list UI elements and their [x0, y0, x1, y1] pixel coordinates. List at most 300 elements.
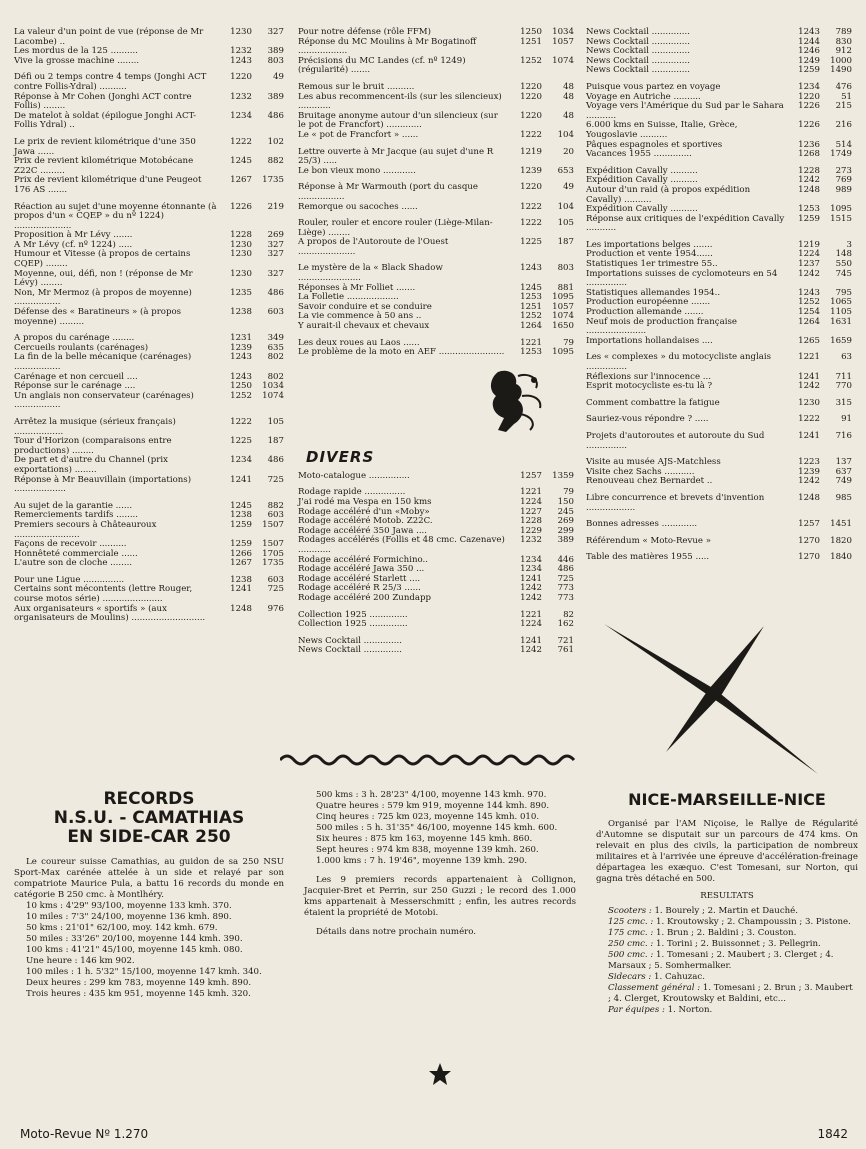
record-line: 100 kms : 41'21" 45/100, moyenne 145 kmh. 080.	[26, 945, 243, 955]
entry-title: Production européenne .......	[586, 297, 711, 308]
page-ref: 802	[267, 352, 284, 363]
entry-title: Production et vente 1954......	[586, 249, 713, 260]
page-ref: 187	[557, 237, 574, 248]
page-ref: 1095	[552, 347, 574, 358]
entry-title: Au sujet de la garantie ......	[14, 500, 133, 511]
issue-number: 1220	[520, 110, 542, 121]
index-entry	[14, 456, 284, 475]
page-ref: 745	[835, 268, 852, 279]
result-line	[596, 950, 858, 972]
entry-title: Remerciements tardifs ........	[14, 510, 139, 521]
page-ref: 1074	[552, 55, 574, 66]
entry-title: Réponse à Mr Beauvillain (importations) ...................	[14, 474, 192, 495]
page-ref: 63	[841, 352, 852, 363]
record-line: 10 kms : 4'29" 93/100, moyenne 133 kmh. 370.	[26, 901, 232, 911]
page-ref: 725	[267, 474, 284, 485]
page-ref: 105	[557, 218, 574, 229]
page-ref: 1074	[262, 390, 284, 401]
page-ref: 48	[563, 81, 574, 92]
result-category: 175 cmc. :	[608, 928, 654, 938]
entry-title: Prix de revient kilométrique d'une Peugeot 176 AS .......	[14, 175, 202, 195]
page-ref: 79	[563, 487, 574, 498]
result-category: 500 cmc. :	[608, 950, 654, 960]
entry-title: Collection 1925 ..............	[298, 609, 408, 620]
page-ref: 327	[267, 27, 284, 37]
entry-title: News Cocktail ..............	[586, 36, 690, 47]
issue-number: 1239	[520, 165, 542, 176]
motorcyclist-logo-icon	[478, 366, 558, 436]
index-entry	[14, 176, 284, 195]
record-line: 1.000 kms : 7 h. 19'46", moyenne 139 kmh. 290.	[316, 856, 528, 866]
entry-title: Expédition Cavally ..........	[586, 165, 698, 176]
entry-title: Le bon vieux mono ............	[298, 165, 416, 176]
issue-number: 1224	[520, 497, 542, 507]
entry-title: Esprit motocycliste es-tu là ?	[586, 381, 713, 392]
page-ref: 79	[563, 337, 574, 348]
issue-number: 1239	[230, 342, 252, 353]
page-ref: 299	[557, 525, 574, 536]
index-entry	[586, 337, 852, 347]
page-ref: 882	[267, 156, 284, 167]
issue-number: 1223	[798, 457, 820, 468]
page-ref: 550	[835, 259, 852, 270]
entry-title: Importations hollandaises ....	[586, 335, 713, 346]
wave-divider	[280, 752, 580, 768]
issue-number: 1251	[520, 301, 542, 312]
entry-title: Non, Mr Mermoz (à propos de moyenne) .................	[14, 287, 192, 308]
page-ref: 725	[557, 573, 574, 584]
cross-ornament-icon	[604, 620, 824, 780]
page-ref: 486	[557, 564, 574, 575]
entry-title: Défi ou 2 temps contre 4 temps (Jonghi ACT contre Follis-Ydral) ..........	[14, 72, 207, 92]
records-intro: Le coureur suisse Camathias, au guidon de sa 250 NSU Sport-Max carénée attelée à un side et relayé par son compatriote Maurice Pula, a battu 16 records du monde en catégorie B 250 cmc. à Montlhéry.	[14, 857, 284, 900]
entry-title: Voyage vers l'Amérique du Sud par le Sahara ...........	[586, 101, 784, 121]
entry-title: Humour et Vitesse (à propos de certains CQEP) ........	[14, 249, 191, 270]
issue-number: 1232	[520, 535, 542, 546]
page-ref: 1057	[552, 301, 574, 312]
page-ref: 215	[835, 101, 852, 112]
result-text: 1. Norton.	[667, 1005, 713, 1015]
issue-number: 1259	[230, 519, 252, 530]
page-ref: 269	[267, 230, 284, 241]
entry-title: News Cocktail ..............	[298, 635, 402, 646]
magazine-footer: Moto-Revue Nº 1.270	[20, 1127, 149, 1141]
page-ref: 716	[835, 430, 852, 441]
page-ref: 148	[835, 249, 852, 260]
nice-intro: Organisé par l'AM Niçoise, le Rallye de Régularité d'Automne se disputait sur un parcours de 474 kms. On relevait en plus des civils, la participation de nombreux militaires et à l'arrivée une épreuve d'accélération-freinage départagea les exæquo. C'est Tomesani, sur Norton, qui gagna très détaché en 500.	[596, 819, 858, 884]
page-ref: 104	[557, 129, 574, 140]
index-entry	[586, 353, 852, 372]
entry-title: Libre concurrence et brevets d'invention ..................	[586, 492, 765, 513]
issue-number: 1250	[230, 381, 252, 392]
records-details: Détails dans notre prochain numéro.	[316, 927, 477, 937]
record-line: 10 miles : 7'3" 24/100, moyenne 136 kmh. 890.	[26, 912, 232, 922]
issue-number: 1265	[798, 335, 820, 346]
index-entry	[14, 308, 284, 327]
records-headline: RECORDS N.S.U. - CAMATHIAS EN SIDE-CAR 250	[53, 789, 245, 847]
result-text: 1. Torini ; 2. Buissonnet ; 3. Pellegrin.	[656, 939, 821, 949]
page-ref: 20	[563, 146, 574, 157]
page-ref: 603	[267, 510, 284, 521]
result-category: Scooters :	[608, 906, 652, 916]
issue-number: 1241	[520, 635, 542, 646]
page-ref: 51	[841, 91, 852, 102]
page-ref: 773	[557, 583, 574, 594]
index-entry	[14, 521, 284, 540]
issue-number: 1228	[798, 165, 820, 176]
page-ref: 635	[267, 342, 284, 353]
entry-title: Réponses à Mr Folliet .......	[298, 282, 416, 293]
index-entry	[586, 66, 852, 76]
issue-number: 1241	[230, 474, 252, 485]
entry-title: Renouveau chez Bernardet ..	[586, 476, 713, 487]
record-line: Une heure : 146 km 902.	[26, 956, 135, 966]
index-entry	[586, 382, 852, 392]
star-ornament-icon	[428, 1062, 452, 1086]
page-ref: 721	[557, 635, 574, 646]
page-ref: 1105	[830, 307, 852, 318]
nice-headline: NICE-MARSEILLE-NICE	[628, 790, 826, 809]
index-entry	[14, 585, 284, 604]
page-ref: 137	[835, 457, 852, 468]
issue-number: 1219	[520, 146, 542, 157]
page-ref: 162	[557, 619, 574, 630]
page-ref: 1631	[830, 316, 852, 327]
issue-number: 1242	[520, 583, 542, 594]
page-ref: 219	[267, 201, 284, 212]
entry-title: Réponse à Mr Cohen (Jonghi ACT contre Follis) ........	[14, 91, 192, 112]
page-ref: 245	[557, 506, 574, 517]
entry-title: Rodage accéléré Starlett ....	[298, 573, 421, 584]
issue-number: 1221	[520, 337, 542, 348]
result-line	[596, 972, 858, 983]
result-line	[596, 983, 858, 1005]
issue-number: 1234	[520, 554, 542, 565]
issue-number: 1243	[798, 287, 820, 298]
issue-number: 1230	[230, 239, 252, 250]
issue-number: 1221	[520, 609, 542, 620]
entry-title: Rodage accéléré Formichino..	[298, 554, 428, 565]
entry-title: La Folletie ...................	[298, 292, 399, 303]
records-list-a	[14, 901, 284, 1000]
index-entry	[298, 38, 574, 57]
page-ref: 769	[835, 175, 852, 186]
entry-title: A Mr Lévy (cf. nº 1224) .....	[14, 239, 133, 250]
page-ref: 315	[835, 397, 852, 408]
result-text: 1. Tomesani ; 2. Maubert ; 3. Clerget ; 4. Marsaux ; 5. Somhermalker.	[608, 950, 834, 971]
issue-number: 1243	[520, 263, 542, 274]
index-entry	[14, 270, 284, 289]
page-ref: 187	[267, 436, 284, 447]
result-line	[596, 939, 858, 950]
index-entry	[14, 93, 284, 112]
issue-number: 1267	[230, 558, 252, 569]
page-ref: 603	[267, 307, 284, 318]
issue-number: 1244	[798, 36, 820, 47]
issue-number: 1241	[798, 371, 820, 382]
entry-title: Certains sont mécontents (lettre Rouger, course motos série) ......................	[14, 584, 193, 605]
index-entry	[298, 131, 574, 141]
index-entry	[298, 646, 574, 656]
index-entry	[298, 348, 574, 358]
issue-number: 1267	[230, 175, 252, 186]
page-ref: 105	[267, 416, 284, 427]
page-ref: 1507	[262, 519, 284, 530]
issue-number: 1220	[520, 182, 542, 193]
page-ref: 803	[267, 55, 284, 66]
entry-title: Rodages accélérés (Follis et 48 cmc. Cazenave) ............	[298, 535, 505, 555]
issue-number: 1268	[798, 149, 820, 160]
result-text: 1. Tomesani ; 2. Brun ; 3. Maubert ; 4. Clerget, Kroutowsky et Baldini, etc...	[608, 983, 853, 1004]
entry-title: Le problème de la moto en AEF ........................	[298, 347, 505, 358]
result-category: Classement général :	[608, 983, 701, 993]
issue-number: 1234	[520, 564, 542, 575]
page-ref: 1705	[262, 548, 284, 559]
entry-title: A propos du carénage ........	[14, 333, 135, 344]
page-ref: 1515	[830, 213, 852, 224]
page-ref: 349	[267, 333, 284, 344]
entry-title: Cercueils roulants (carénages)	[14, 342, 149, 353]
entry-title: Les abus recommencent-ils (sur les silencieux) ............	[298, 91, 502, 112]
page-ref: 91	[841, 414, 852, 425]
issue-number: 1222	[230, 136, 252, 147]
page-number: 1842	[817, 1127, 848, 1141]
result-text: 1. Kroutowsky ; 2. Champoussin ; 3. Pistone.	[656, 917, 851, 927]
page-ref: 3	[846, 239, 852, 250]
page-ref: 882	[267, 500, 284, 511]
issue-number: 1228	[520, 516, 542, 527]
page-ref: 389	[267, 46, 284, 57]
entry-title: De part et d'autre du Channel (prix exportations) ........	[14, 455, 168, 475]
entry-title: Sauriez-vous répondre ? .....	[586, 414, 709, 425]
page-ref: 1074	[552, 311, 574, 322]
issue-number: 1226	[230, 201, 252, 212]
page-ref: 711	[835, 371, 852, 382]
entry-title: L'autre son de cloche ........	[14, 558, 133, 569]
index-entry	[298, 264, 574, 283]
index-entry	[14, 418, 284, 437]
index-entry	[586, 270, 852, 289]
page-ref: 795	[835, 287, 852, 298]
results-heading: RESULTATS	[700, 891, 754, 901]
issue-number: 1222	[798, 414, 820, 425]
page-ref: 912	[835, 46, 852, 57]
entry-title: Statistiques allemandes 1954..	[586, 287, 721, 298]
issue-number: 1252	[520, 55, 542, 66]
entry-title: News Cocktail ..............	[586, 27, 690, 37]
issue-number: 1222	[520, 129, 542, 140]
page-ref: 637	[835, 466, 852, 477]
page-ref: 486	[267, 455, 284, 466]
index-entry	[586, 520, 852, 530]
page-ref: 102	[267, 136, 284, 147]
issue-number: 1243	[230, 55, 252, 66]
issue-number: 1222	[520, 201, 542, 212]
entry-title: Honnêteté commerciale ......	[14, 548, 138, 559]
entry-title: Rodage accéléré d'un «Moby»	[298, 506, 430, 517]
page-ref: 1820	[830, 535, 852, 546]
issue-number: 1250	[520, 27, 542, 37]
issue-number: 1220	[520, 91, 542, 102]
issue-number: 1224	[520, 619, 542, 630]
entry-title: Table des matières 1955 .....	[586, 552, 710, 563]
page-ref: 1659	[830, 335, 852, 346]
issue-number: 1241	[798, 430, 820, 441]
entry-title: Carénage et non cercueil ....	[14, 371, 138, 382]
issue-number: 1241	[230, 584, 252, 595]
entry-title: Un anglais non conservateur (carénages) .................	[14, 390, 194, 411]
index-entry	[14, 57, 284, 67]
index-entry	[14, 138, 284, 157]
index-entry	[586, 186, 852, 205]
index-entry	[586, 215, 852, 234]
issue-number: 1253	[798, 204, 820, 215]
entry-title: La vie commence à 50 ans ..	[298, 311, 422, 322]
results-list	[596, 906, 858, 1016]
index-entry	[298, 167, 574, 177]
issue-number: 1225	[520, 237, 542, 248]
entry-title: Les « complexes » du motocycliste anglais ...............	[586, 352, 772, 372]
index-entry	[586, 477, 852, 487]
entry-title: Réflexions sur l'innocence ...	[586, 371, 711, 382]
issue-number: 1243	[230, 371, 252, 382]
index-list-2a	[298, 28, 574, 358]
entry-title: News Cocktail ..............	[586, 65, 690, 76]
issue-number: 1264	[798, 316, 820, 327]
entry-title: Défense des « Baratineurs » (à propos moyenne) .........	[14, 307, 182, 327]
page-ref: 1065	[830, 297, 852, 308]
entry-title: Visite au musée AJS-Matchless	[586, 457, 721, 468]
issue-number: 1230	[230, 268, 252, 279]
result-line	[596, 906, 858, 917]
page-ref: 1490	[830, 65, 852, 76]
entry-title: Référendum « Moto-Revue »	[586, 535, 711, 546]
page-ref: 327	[267, 268, 284, 279]
index-entry	[14, 28, 284, 47]
issue-number: 1242	[798, 175, 820, 186]
page-ref: 216	[835, 120, 852, 131]
page-ref: 1034	[552, 27, 574, 37]
issue-number: 1228	[230, 230, 252, 241]
record-line: Quatre heures : 579 km 919, moyenne 144 kmh. 890.	[316, 801, 550, 811]
index-entry	[14, 605, 284, 624]
issue-number: 1257	[520, 470, 542, 481]
record-line: 100 miles : 1 h. 5'32" 15/100, moyenne 147 kmh. 340.	[26, 967, 262, 977]
entry-title: Remous sur le bruit ..........	[298, 81, 415, 92]
index-column-1	[14, 28, 284, 624]
page-ref: 1749	[830, 149, 852, 160]
page-ref: 789	[835, 27, 852, 37]
entry-title: Vacances 1955 ..............	[586, 149, 692, 160]
entry-title: De matelot à soldat (épilogue Jonghi ACT-Follis Ydral) ..	[14, 110, 197, 131]
index-entry	[298, 112, 574, 131]
entry-title: Rodage accéléré 200 Zundapp	[298, 592, 431, 603]
index-entry	[14, 157, 284, 176]
page-ref: 486	[267, 287, 284, 298]
issue-number: 1232	[230, 91, 252, 102]
index-column-3	[586, 28, 852, 563]
issue-number: 1229	[520, 525, 542, 536]
issue-number: 1221	[798, 352, 820, 363]
entry-title: Savoir conduire et se conduire	[298, 301, 432, 312]
page-ref: 881	[557, 282, 574, 293]
index-entry	[14, 73, 284, 92]
result-line	[596, 1005, 858, 1016]
entry-title: Façons de recevoir ..........	[14, 539, 127, 550]
page-ref: 803	[557, 263, 574, 274]
page-ref: 476	[835, 81, 852, 92]
entry-title: Tour d'Horizon (comparaisons entre productions) ........	[14, 436, 172, 456]
page-ref: 273	[835, 165, 852, 176]
page-ref: 104	[557, 201, 574, 212]
issue-number: 1224	[798, 249, 820, 260]
page-ref: 749	[835, 476, 852, 487]
entry-title: Remorque ou sacoches ......	[298, 201, 418, 212]
record-line: Six heures : 875 km 163, moyenne 145 kmh. 860.	[316, 834, 533, 844]
issue-number: 1220	[230, 72, 252, 83]
entry-title: News Cocktail ..............	[586, 55, 690, 66]
page-ref: 1735	[262, 558, 284, 569]
page-ref: 989	[835, 184, 852, 195]
entry-title: News Cocktail ..............	[298, 645, 402, 656]
entry-title: Production allemande .......	[586, 307, 704, 318]
page-ref: 269	[557, 516, 574, 527]
index-entry	[298, 322, 574, 332]
entry-title: Réaction au sujet d'une moyenne étonnante (à propos d'un « CQEP » du nº 1224) .....................	[14, 201, 217, 231]
index-entry	[14, 392, 284, 411]
page-ref: 1057	[552, 36, 574, 47]
records-continued	[304, 790, 576, 938]
issue-number: 1249	[798, 55, 820, 66]
record-line: 500 kms : 3 h. 28'23" 4/100, moyenne 143 kmh. 970.	[316, 790, 547, 800]
issue-number: 1226	[798, 101, 820, 112]
entry-title: Le mystère de la « Black Shadow .......................	[298, 263, 443, 284]
result-line	[596, 928, 858, 939]
page-ref: 446	[557, 554, 574, 565]
issue-number: 1241	[520, 573, 542, 584]
issue-number: 1234	[798, 81, 820, 92]
page-ref: 486	[267, 110, 284, 121]
issue-number: 1235	[230, 287, 252, 298]
entry-title: J'ai rodé ma Vespa en 150 kms	[298, 497, 432, 507]
entry-title: Premiers secours à Châteauroux ........................	[14, 519, 157, 540]
entry-title: La fin de la belle mécanique (carénages) .................	[14, 352, 192, 372]
page-ref: 82	[563, 609, 574, 620]
entry-title: Bruitage anonyme autour d'un silencieux (sur le pot de Francfort) .............	[298, 110, 498, 131]
divers-heading: DIVERS	[306, 447, 375, 466]
issue-number: 1242	[798, 268, 820, 279]
index-list-2b	[298, 472, 574, 656]
index-entry	[298, 219, 574, 238]
page-ref: 1095	[552, 292, 574, 303]
issue-number: 1259	[230, 539, 252, 550]
index-entry	[14, 476, 284, 495]
issue-number: 1259	[798, 65, 820, 76]
entry-title: Les mordus de la 125 ..........	[14, 46, 138, 57]
issue-number: 1245	[230, 500, 252, 511]
entry-title: Expédition Cavally ..........	[586, 204, 698, 215]
issue-number: 1231	[230, 333, 252, 344]
index-entry	[298, 57, 574, 76]
entry-title: Précisions du MC Landes (cf. nº 1249) (régularité) .......	[298, 55, 466, 76]
index-entry	[586, 432, 852, 451]
index-entry	[586, 150, 852, 160]
entry-title: Rodage rapide ...............	[298, 487, 406, 498]
entry-title: Le « pot de Francfort » ......	[298, 129, 419, 140]
result-category: Par équipes :	[608, 1005, 665, 1015]
issue-number: 1242	[798, 476, 820, 487]
result-text: 1. Bourely ; 2. Martin et Dauché.	[654, 906, 798, 916]
